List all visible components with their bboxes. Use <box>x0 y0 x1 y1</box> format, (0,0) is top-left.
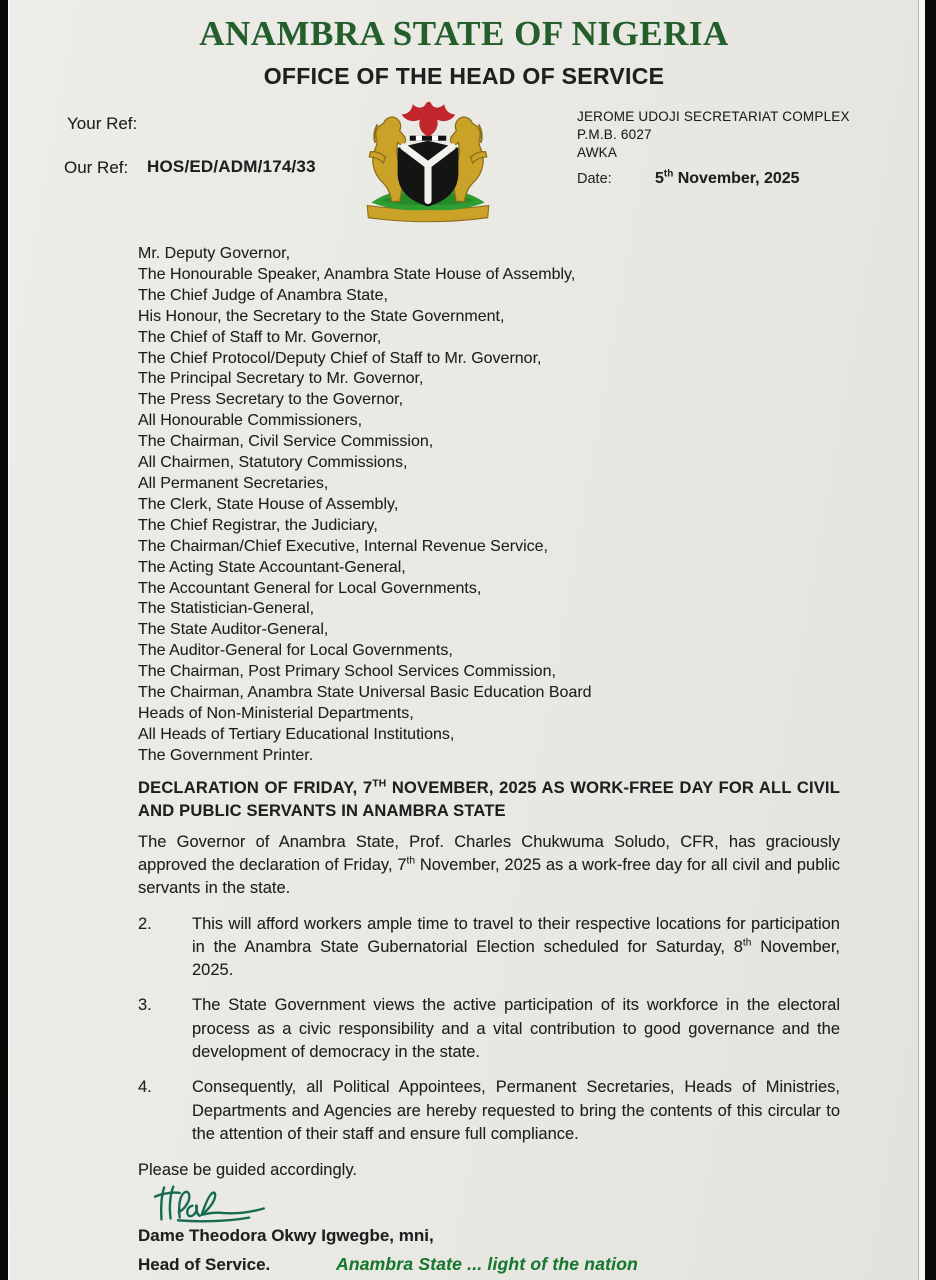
state-motto: Anambra State ... light of the nation <box>336 1254 638 1275</box>
recipient-line: The Chairman/Chief Executive, Internal Revenue Service, <box>138 537 548 555</box>
paragraph-number: 3. <box>138 996 152 1015</box>
recipient-line: The Chief of Staff to Mr. Governor, <box>138 328 382 346</box>
recipient-line: The Chief Registrar, the Judiciary, <box>138 516 378 534</box>
date-row <box>577 170 800 188</box>
recipient-line: The Press Secretary to the Governor, <box>138 391 404 409</box>
our-ref-label: Our Ref: <box>64 158 129 177</box>
subject-heading: DECLARATION OF FRIDAY, 7TH NOVEMBER, 2025 AS WORK-FREE DAY FOR ALL CIVIL AND PUBLIC SERVANTS IN ANAMBRA STATE <box>138 778 840 820</box>
recipient-line: The Honourable Speaker, Anambra State House of Assembly, <box>138 265 576 283</box>
signature-block <box>138 1182 840 1278</box>
paragraph-text: This will afford workers ample time to travel to their respective locations for participation in the Anambra State Gubernatorial Election scheduled for Saturday, 8th November, 2025. <box>192 914 840 980</box>
paragraph-3 <box>138 994 840 1064</box>
recipient-line: The State Auditor-General, <box>138 621 329 639</box>
office-subtitle: OFFICE OF THE HEAD OF SERVICE <box>263 63 665 89</box>
paragraph-text: The State Government views the active participation of its workforce in the electoral process as a civic responsibility and a vital contribution to good governance and the development of democracy in the state. <box>192 996 840 1062</box>
signatory-name: Dame Theodora Okwy Igwegbe, mni, <box>138 1226 434 1246</box>
address-line: AWKA <box>577 145 618 160</box>
letterhead <box>10 100 918 234</box>
recipient-line: The Clerk, State House of Assembly, <box>138 495 399 513</box>
recipient-line: The Accountant General for Local Governments, <box>138 579 482 597</box>
recipient-list <box>138 244 840 767</box>
your-ref-label: Your Ref: <box>67 114 138 133</box>
paragraph-number: 2. <box>138 914 152 933</box>
paragraph-text: Consequently, all Political Appointees, Permanent Secretaries, Heads of Ministries, Departments and Agencies are hereby requested to bring the contents of this circular to the attention of their staff and ensure full compliance. <box>192 1078 840 1143</box>
signature-ink-icon <box>144 1182 294 1224</box>
recipient-line: The Government Printer. <box>138 746 314 764</box>
nigeria-coat-of-arms-icon <box>347 98 509 226</box>
page-title: ANAMBRA STATE OF NIGERIA <box>199 14 729 53</box>
recipient-line: The Chief Protocol/Deputy Chief of Staff to Mr. Governor, <box>138 349 542 367</box>
signatory-title: Head of Service. <box>138 1255 271 1275</box>
paragraph-1: The Governor of Anambra State, Prof. Charles Chukwuma Soludo, CFR, has graciously approved the declaration of Friday, 7th November, 2025 as a work-free day for all civil and public servants in the state. <box>138 832 840 898</box>
address-line: JEROME UDOJI SECRETARIAT COMPLEX <box>577 109 850 124</box>
date-value: 5th November, 2025 <box>655 168 800 187</box>
recipient-line: All Honourable Commissioners, <box>138 412 363 430</box>
recipient-line: All Permanent Secretaries, <box>138 474 329 492</box>
recipient-line: The Auditor-General for Local Governments, <box>138 642 453 660</box>
our-ref-value: HOS/ED/ADM/174/33 <box>147 157 316 176</box>
recipient-line: The Acting State Accountant-General, <box>138 558 406 576</box>
date-label: Date: <box>577 171 612 187</box>
recipient-line: The Chairman, Anambra State Universal Basic Education Board <box>138 684 592 702</box>
recipient-line: The Chairman, Civil Service Commission, <box>138 433 434 451</box>
letter-body <box>138 244 840 1278</box>
letter-page <box>10 0 919 1280</box>
recipient-line: The Statistician-General, <box>138 600 315 618</box>
recipient-line: Heads of Non-Ministerial Departments, <box>138 704 414 722</box>
recipient-line: Mr. Deputy Governor, <box>138 245 291 262</box>
sender-address <box>577 108 850 162</box>
recipient-line: The Chairman, Post Primary School Services Commission, <box>138 663 556 681</box>
paragraph-2 <box>138 913 840 983</box>
recipient-line: All Heads of Tertiary Educational Institutions, <box>138 725 455 743</box>
recipient-line: His Honour, the Secretary to the State Government, <box>138 307 505 325</box>
closing-line: Please be guided accordingly. <box>138 1161 357 1180</box>
paragraph-4 <box>138 1076 840 1146</box>
recipient-line: The Principal Secretary to Mr. Governor, <box>138 370 424 388</box>
recipient-line: All Chairmen, Statutory Commissions, <box>138 454 408 472</box>
recipient-line: The Chief Judge of Anambra State, <box>138 286 388 304</box>
address-line: P.M.B. 6027 <box>577 127 652 142</box>
paragraph-number: 4. <box>138 1078 152 1097</box>
